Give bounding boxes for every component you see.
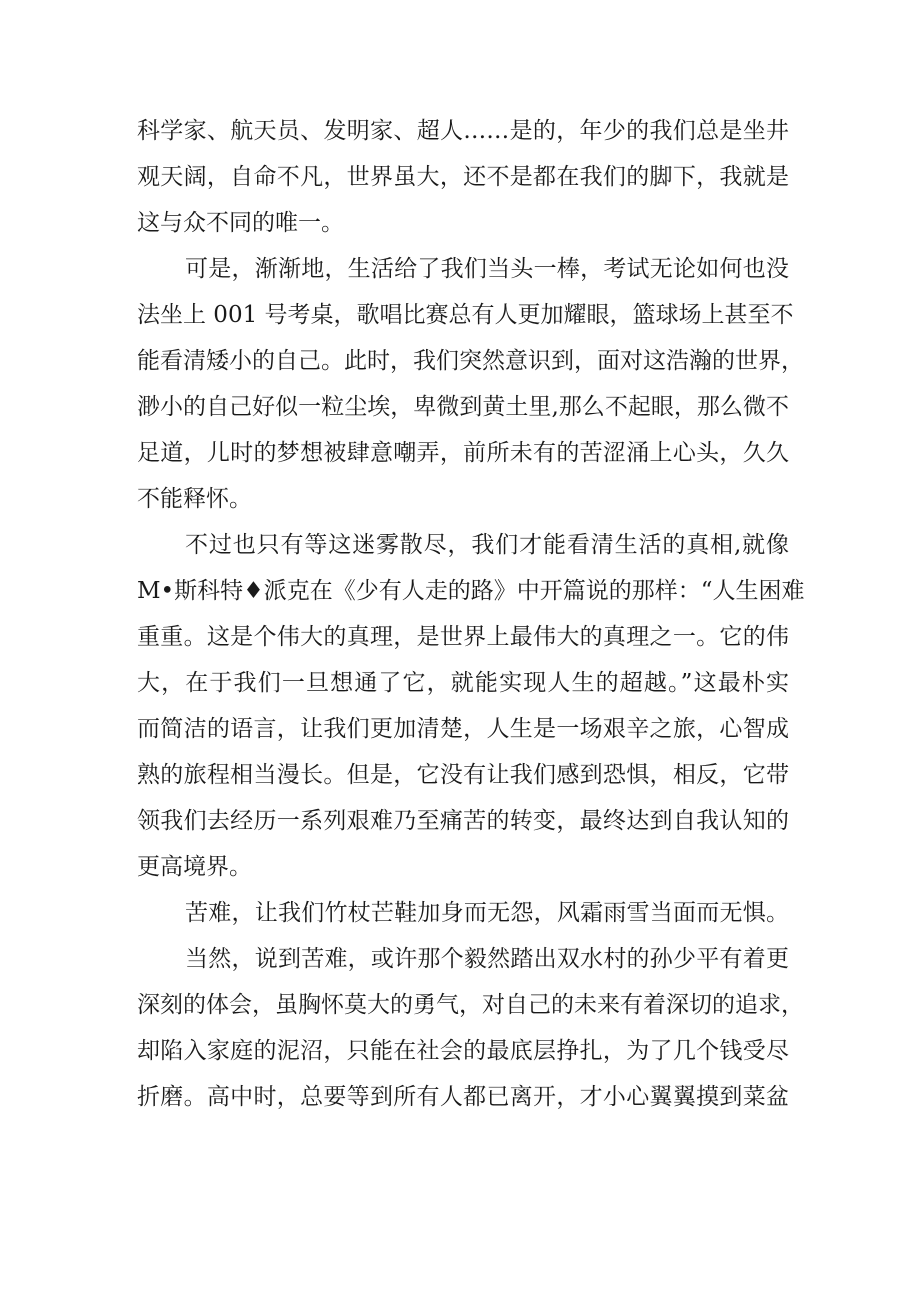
text-line: 折磨。高中时，总要等到所有人都已离开，才小心翼翼摸到菜盆	[137, 1084, 789, 1110]
text-line: 观天阔，自命不凡，世界虽大，还不是都在我们的脚下，我就是	[137, 164, 789, 190]
text-line: M•斯科特♦派克在《少有人走的路》中开篇说的那样：“人生困难	[137, 578, 805, 604]
text-line: 当然，说到苦难，或许那个毅然踏出双水村的孙少平有着更	[185, 946, 789, 972]
text-line: 这与众不同的唯一。	[137, 210, 344, 236]
body-text	[137, 108, 805, 1120]
text-line: 能看清矮小的自己。此时，我们突然意识到，面对这浩瀚的世界，	[137, 348, 804, 374]
text-line: 苦难，让我们竹杖芒鞋加身而无怨，风霜雨雪当面而无惧。	[185, 900, 789, 926]
text-line: 足道，儿时的梦想被肆意嘲弄，前所未有的苦涩涌上心头，久久	[137, 440, 789, 466]
text-line: 领我们去经历一系列艰难乃至痛苦的转变，最终达到自我认知的	[137, 808, 789, 834]
text-line: 可是，渐渐地，生活给了我们当头一棒，考试无论如何也没	[185, 256, 789, 282]
text-line: 渺小的自己好似一粒尘埃，卑微到黄土里,那么不起眼，那么微不	[137, 394, 789, 420]
text-line: 不过也只有等这迷雾散尽，我们才能看清生活的真相,就像	[185, 532, 789, 558]
text-line: 更高境界。	[137, 854, 252, 880]
text-line: 而简洁的语言，让我们更加清楚，人生是一场艰辛之旅，心智成	[137, 716, 789, 742]
text-line: 科学家、航天员、发明家、超人……是的，年少的我们总是坐井	[137, 118, 789, 144]
text-line: 熟的旅程相当漫长。但是，它没有让我们感到恐惧，相反，它带	[137, 762, 789, 788]
text-line: 重重。这是个伟大的真理，是世界上最伟大的真理之一。它的伟	[137, 624, 789, 650]
text-line: 不能释怀。	[137, 486, 252, 512]
text-line: 却陷入家庭的泥沼，只能在社会的最底层挣扎，为了几个钱受尽	[137, 1038, 789, 1064]
text-line: 法坐上 001 号考桌，歌唱比赛总有人更加耀眼，篮球场上甚至不	[137, 302, 794, 328]
text-line: 大，在于我们一旦想通了它，就能实现人生的超越。”这最朴实	[137, 670, 789, 696]
text-line: 深刻的体会，虽胸怀莫大的勇气，对自己的未来有着深切的追求，	[137, 992, 804, 1018]
